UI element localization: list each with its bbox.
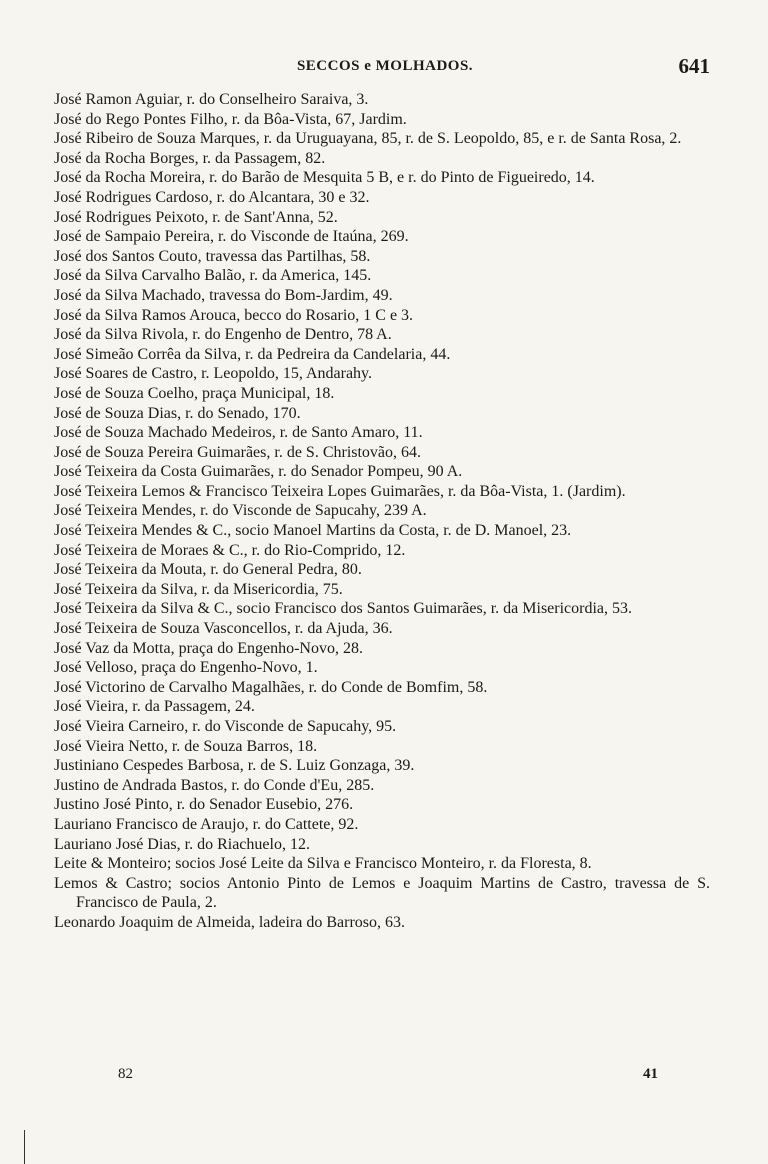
directory-entry: José Vieira, r. da Passagem, 24. [54,698,255,716]
directory-entry: José Soares de Castro, r. Leopoldo, 15, Andarahy. [54,365,373,383]
directory-entry: José Teixeira Mendes, r. do Visconde de Sapucahy, 239 A. [54,502,427,520]
directory-entry: José Ribeiro de Souza Marques, r. da Uruguayana, 85, r. de S. Leopoldo, 85, e r. de Santa Rosa, 2. [54,130,682,148]
directory-entry: José de Souza Pereira Guimarães, r. de S. Christovão, 64. [54,443,422,461]
directory-entry: José da Rocha Moreira, r. do Barão de Mesquita 5 B, e r. do Pinto de Figueiredo, 14. [54,169,595,187]
directory-entry: José Teixeira de Souza Vasconcellos, r. da Ajuda, 36. [54,620,393,638]
directory-entry: Lemos & Castro; socios Antonio Pinto de Lemos e Joaquim Martins de Castro, travessa de S. Francisco de Paula, 2. [54,874,710,912]
directory-entries [54,90,710,933]
directory-entry: Lauriano José Dias, r. do Riachuelo, 12. [54,835,310,853]
directory-entry: Justiniano Cespedes Barbosa, r. de S. Luiz Gonzaga, 39. [54,757,415,775]
page-number: 641 [678,54,710,78]
directory-entry: Justino de Andrada Bastos, r. do Conde d'Eu, 285. [54,776,375,794]
directory-entry: José Vieira Carneiro, r. do Visconde de Sapucahy, 95. [54,718,397,735]
directory-entry: José de Souza Dias, r. do Senado, 170. [54,404,301,422]
directory-entry: José Rodrigues Cardoso, r. do Alcantara, 30 e 32. [54,188,370,206]
directory-entry: Lauriano Francisco de Araujo, r. do Cattete, 92. [54,815,359,833]
directory-entry: José Teixeira da Costa Guimarães, r. do Senador Pompeu, 90 A. [54,463,463,481]
directory-entry: José da Silva Ramos Arouca, becco do Rosario, 1 C e 3. [54,306,414,324]
directory-entry: José Ramon Aguiar, r. do Conselheiro Saraiva, 3. [54,91,369,108]
signature-marks [110,1066,670,1090]
directory-entry: José Vieira Netto, r. de Souza Barros, 18. [54,737,318,755]
directory-entry: José Teixeira Mendes & C., socio Manoel Martins da Costa, r. de D. Manoel, 23. [54,522,572,540]
directory-entry: José da Silva Machado, travessa do Bom-Jardim, 49. [54,286,393,304]
directory-entry: José da Silva Rivola, r. do Engenho de Dentro, 78 A. [54,326,392,344]
directory-entry: José da Rocha Borges, r. da Passagem, 82. [54,149,326,167]
directory-entry: José de Sampaio Pereira, r. do Visconde de Itaúna, 269. [54,228,409,246]
signature-mark-right: 41 [643,1066,658,1082]
directory-entry: José Teixeira da Silva, r. da Misericordia, 75. [54,580,343,598]
directory-entry: José de Souza Machado Medeiros, r. de Santo Amaro, 11. [54,424,423,442]
directory-entry: Leonardo Joaquim de Almeida, ladeira do Barroso, 63. [54,913,406,931]
directory-entry: José Teixeira da Mouta, r. do General Pedra, 80. [54,561,362,579]
directory-entry: José Rodrigues Peixoto, r. de Sant'Anna, 52. [54,208,338,226]
directory-entry: José Velloso, praça do Engenho-Novo, 1. [54,659,318,677]
directory-entry: José do Rego Pontes Filho, r. da Bôa-Vista, 67, Jardim. [54,110,407,128]
directory-entry: José da Silva Carvalho Balão, r. da America, 145. [54,267,372,285]
directory-entry: José dos Santos Couto, travessa das Partilhas, 58. [54,247,371,265]
directory-entry: José Teixeira da Silva & C., socio Francisco dos Santos Guimarães, r. da Misericordia, 53. [54,600,633,618]
directory-entry: José Vaz da Motta, praça do Engenho-Novo, 28. [54,639,363,657]
directory-entry: José Simeão Corrêa da Silva, r. da Pedreira da Candelaria, 44. [54,345,451,363]
margin-rule [24,1130,25,1164]
directory-entry: Justino José Pinto, r. do Senador Eusebio, 276. [54,796,354,814]
directory-entry: José Teixeira de Moraes & C., r. do Rio-Comprido, 12. [54,541,406,559]
signature-mark-left: 82 [118,1066,133,1082]
directory-entry: Leite & Monteiro; socios José Leite da Silva e Francisco Monteiro, r. da Floresta, 8. [54,855,592,873]
running-head [60,52,710,82]
directory-entry: José Victorino de Carvalho Magalhães, r. do Conde de Bomfim, 58. [54,678,488,696]
directory-entry: José Teixeira Lemos & Francisco Teixeira Lopes Guimarães, r. da Bôa-Vista, 1. (Jardim). [54,482,626,500]
section-title: SECCOS e MOLHADOS. [296,58,474,74]
directory-entry: José de Souza Coelho, praça Municipal, 18. [54,384,335,402]
